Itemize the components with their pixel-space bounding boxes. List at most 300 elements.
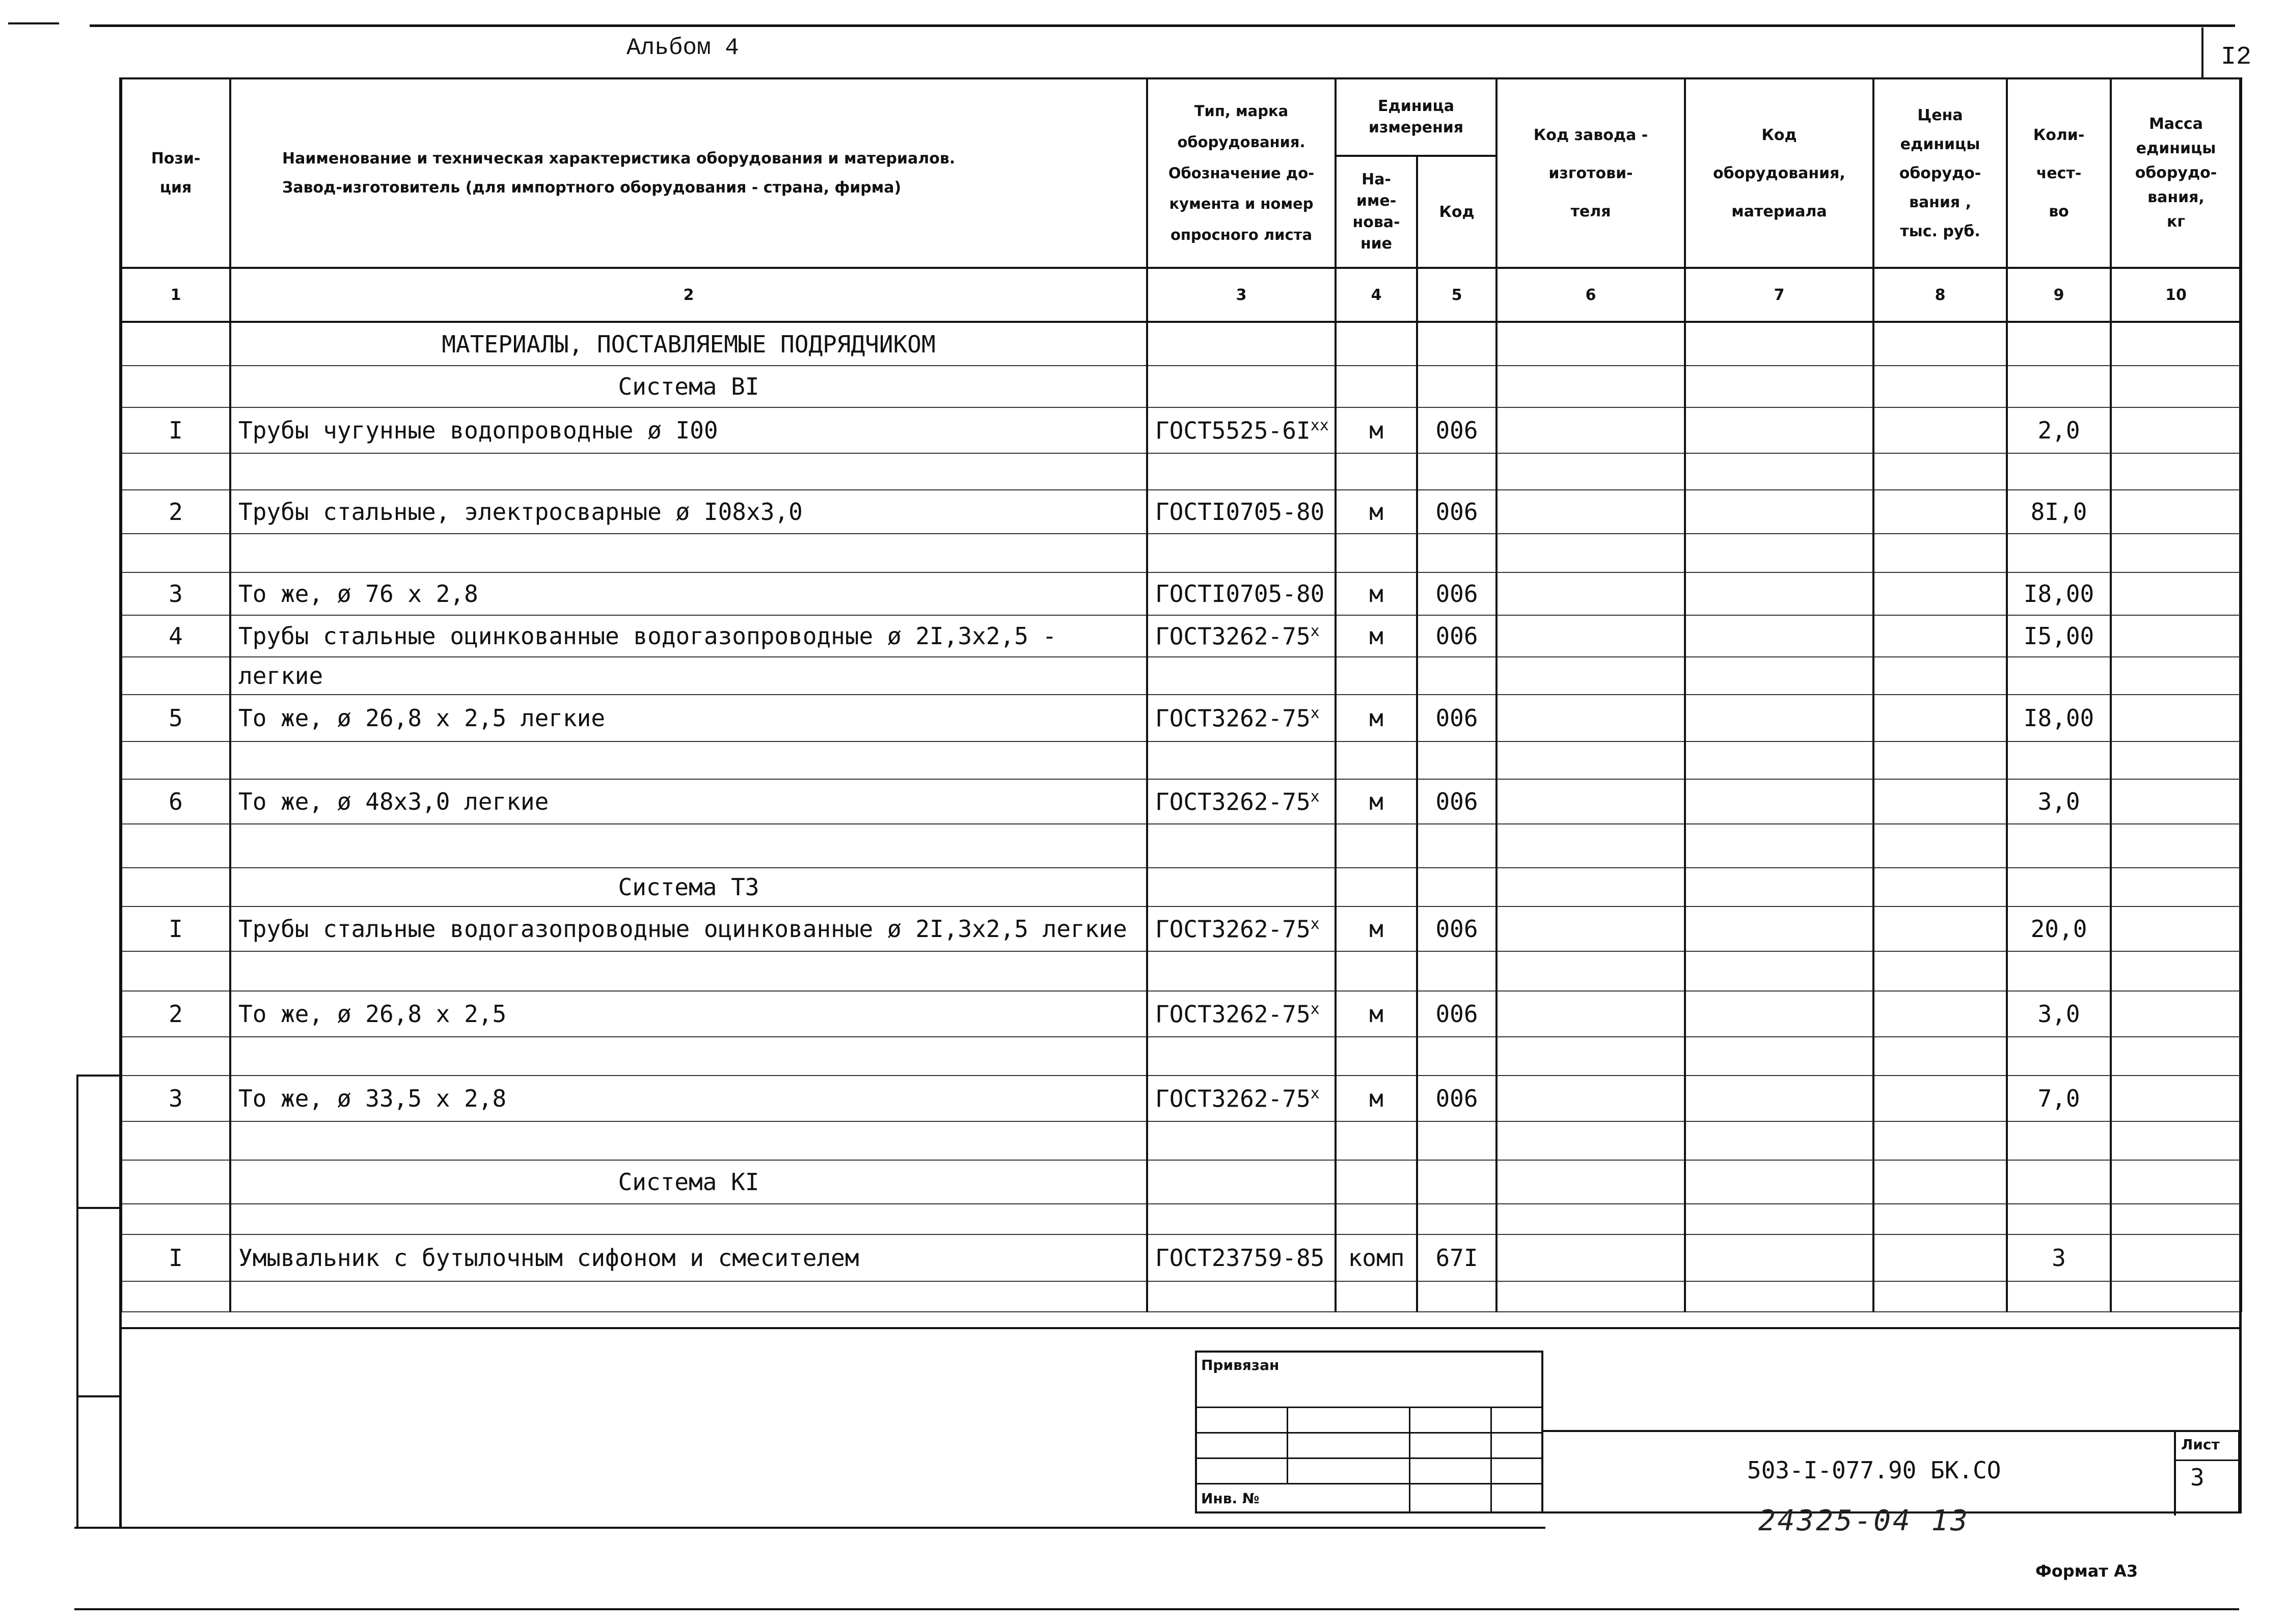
album-title: Альбом 4 <box>627 35 739 61</box>
empty-cell <box>1417 534 1496 572</box>
unit-code-cell: 006 <box>1417 1076 1496 1121</box>
position-cell: 3 <box>121 1076 230 1121</box>
unit-name-cell: м <box>1336 572 1417 615</box>
table-row <box>121 572 2241 615</box>
top-border-line <box>90 24 2235 27</box>
mass-cell <box>2111 991 2241 1037</box>
stamp-top-line <box>120 1327 2240 1329</box>
name-cell: То же, ø 48x3,0 легкие <box>230 779 1147 824</box>
position-cell: I <box>121 407 230 453</box>
empty-cell <box>1417 453 1496 490</box>
empty-cell <box>1336 1160 1417 1204</box>
empty-cell <box>1496 741 1685 779</box>
name-cell: То же, ø 26,8 x 2,5 легкие <box>230 695 1147 741</box>
document-code: 503-I-077.90 БК.СО <box>1747 1456 2001 1484</box>
table-row <box>121 991 2241 1037</box>
binding-strip-mid2 <box>76 1395 120 1397</box>
empty-cell <box>1417 741 1496 779</box>
empty-cell <box>1147 366 1336 407</box>
mass-cell <box>2111 615 2241 657</box>
name-cell: То же, ø 26,8 x 2,5 <box>230 991 1147 1037</box>
unit-code-cell: 67I <box>1417 1234 1496 1281</box>
table-row <box>121 615 2241 657</box>
table-row <box>121 779 2241 824</box>
empty-cell <box>1496 1160 1685 1204</box>
factory-code-cell <box>1496 1076 1685 1121</box>
document-superscript: x <box>1310 704 1320 722</box>
document-cell <box>1147 572 1336 615</box>
col-num: 8 <box>1873 268 2007 322</box>
empty-cell <box>2111 824 2241 868</box>
empty-cell <box>1685 741 1873 779</box>
table-row <box>121 534 2241 572</box>
empty-cell <box>230 453 1147 490</box>
empty-cell <box>2007 322 2111 366</box>
empty-cell <box>1873 1204 2007 1234</box>
empty-cell <box>1685 1160 1873 1204</box>
empty-cell <box>1685 1121 1873 1160</box>
empty-cell <box>1873 951 2007 991</box>
mass-cell <box>2111 906 2241 951</box>
table-row <box>121 490 2241 534</box>
empty-cell <box>121 453 230 490</box>
unit-name-cell: м <box>1336 906 1417 951</box>
empty-cell <box>1417 366 1496 407</box>
empty-cell <box>2111 366 2241 407</box>
empty-cell <box>1496 1121 1685 1160</box>
empty-cell <box>1873 1121 2007 1160</box>
document-superscript: x <box>1310 1000 1320 1018</box>
empty-cell <box>1417 951 1496 991</box>
name-cell: То же, ø 76 x 2,8 <box>230 572 1147 615</box>
empty-cell <box>1496 868 1685 906</box>
empty-cell <box>1685 951 1873 991</box>
empty-cell <box>1147 453 1336 490</box>
factory-code-cell <box>1496 991 1685 1037</box>
unit-name-cell: м <box>1336 991 1417 1037</box>
empty-cell <box>1873 366 2007 407</box>
empty-cell <box>1417 868 1496 906</box>
empty-cell <box>1147 868 1336 906</box>
empty-cell <box>1496 534 1685 572</box>
empty-cell <box>230 1121 1147 1160</box>
empty-cell <box>1147 534 1336 572</box>
document-cell <box>1147 991 1336 1037</box>
empty-cell <box>1147 1204 1336 1234</box>
empty-cell <box>2007 1204 2111 1234</box>
document-code: ГОСТI0705-80 <box>1155 498 1325 526</box>
position-cell: 2 <box>121 490 230 534</box>
unit-name-cell: м <box>1336 779 1417 824</box>
mass-cell <box>2111 490 2241 534</box>
empty-cell <box>1685 366 1873 407</box>
mass-cell <box>2111 1234 2241 1281</box>
table-row <box>121 657 2241 695</box>
document-cell <box>1147 695 1336 741</box>
unit-code-cell: 006 <box>1417 407 1496 453</box>
unit-code-cell: 006 <box>1417 615 1496 657</box>
header-row <box>121 78 2241 156</box>
empty-cell <box>230 824 1147 868</box>
empty-cell <box>1336 657 1417 695</box>
empty-cell <box>2007 824 2111 868</box>
empty-cell <box>1417 1037 1496 1076</box>
price-cell <box>1873 991 2007 1037</box>
table-row <box>121 453 2241 490</box>
empty-cell <box>1147 824 1336 868</box>
price-cell <box>1873 906 2007 951</box>
empty-cell <box>230 1204 1147 1234</box>
empty-cell <box>1336 322 1417 366</box>
document-code: ГОСТ3262-75 <box>1155 1000 1311 1028</box>
empty-cell <box>1336 1204 1417 1234</box>
document-code: ГОСТI0705-80 <box>1155 580 1325 608</box>
quantity-cell: 2,0 <box>2007 407 2111 453</box>
empty-cell <box>2007 1037 2111 1076</box>
unit-name-cell: м <box>1336 695 1417 741</box>
document-cell <box>1147 407 1336 453</box>
empty-cell <box>121 1204 230 1234</box>
unit-name-cell: м <box>1336 407 1417 453</box>
inventory-number-label: Инв. № <box>1201 1490 1260 1507</box>
attached-label: Привязан <box>1201 1357 1280 1373</box>
document-code: ГОСТ3262-75 <box>1155 915 1311 943</box>
empty-cell <box>1417 322 1496 366</box>
table-row <box>121 951 2241 991</box>
binding-strip-vertical <box>76 1075 78 1528</box>
quantity-cell: I5,00 <box>2007 615 2111 657</box>
document-superscript: x <box>1310 622 1320 640</box>
col-num: 1 <box>121 268 230 322</box>
empty-cell <box>1873 534 2007 572</box>
quantity-cell: I8,00 <box>2007 572 2111 615</box>
col-num: 4 <box>1336 268 1417 322</box>
quantity-cell: 3 <box>2007 1234 2111 1281</box>
sheet-number: 3 <box>2190 1464 2205 1491</box>
unit-code-cell: 006 <box>1417 572 1496 615</box>
document-cell <box>1147 490 1336 534</box>
document-code-box <box>1543 1430 2240 1513</box>
col-num: 2 <box>230 268 1147 322</box>
factory-code-cell <box>1496 906 1685 951</box>
section-title: МАТЕРИАЛЫ, ПОСТАВЛЯЕМЫЕ ПОДРЯДЧИКОМ <box>230 322 1147 366</box>
empty-cell <box>1496 951 1685 991</box>
empty-cell <box>1873 824 2007 868</box>
factory-code-cell <box>1496 407 1685 453</box>
material-code-cell <box>1685 1234 1873 1281</box>
price-cell <box>1873 407 2007 453</box>
table-row <box>121 1281 2241 1312</box>
empty-cell <box>1336 868 1417 906</box>
table-row <box>121 366 2241 407</box>
empty-cell <box>1685 1204 1873 1234</box>
empty-cell <box>1873 453 2007 490</box>
top-left-mark <box>8 22 59 24</box>
document-code: ГОСТ5525-6I <box>1155 417 1311 445</box>
bottom-border-line <box>74 1608 2239 1610</box>
empty-cell <box>1336 824 1417 868</box>
price-cell <box>1873 572 2007 615</box>
name-cell: Трубы чугунные водопроводные ø I00 <box>230 407 1147 453</box>
material-code-cell <box>1685 991 1873 1037</box>
table-row <box>121 1037 2241 1076</box>
table-row <box>121 741 2241 779</box>
unit-code-cell: 006 <box>1417 779 1496 824</box>
table-row <box>121 1234 2241 1281</box>
empty-cell <box>2007 657 2111 695</box>
empty-cell <box>1685 453 1873 490</box>
empty-cell <box>1496 1281 1685 1312</box>
empty-cell <box>1496 366 1685 407</box>
name-cell: Трубы стальные, электросварные ø I08x3,0 <box>230 490 1147 534</box>
col-10-title: Масса единицы оборудо- вания, кг <box>2111 78 2241 268</box>
quantity-cell: I8,00 <box>2007 695 2111 741</box>
position-cell <box>121 1160 230 1204</box>
empty-cell <box>1147 1037 1336 1076</box>
material-code-cell <box>1685 572 1873 615</box>
document-superscript: x <box>1310 915 1320 933</box>
empty-cell <box>1147 657 1336 695</box>
unit-name-cell: комп <box>1336 1234 1417 1281</box>
col-num: 9 <box>2007 268 2111 322</box>
table-row <box>121 868 2241 906</box>
factory-code-cell <box>1496 779 1685 824</box>
empty-cell <box>1873 868 2007 906</box>
material-code-cell <box>1685 615 1873 657</box>
material-code-cell <box>1685 695 1873 741</box>
empty-cell <box>2111 1037 2241 1076</box>
position-cell: I <box>121 1234 230 1281</box>
empty-cell <box>2111 1281 2241 1312</box>
factory-code-cell <box>1496 572 1685 615</box>
document-superscript: x <box>1310 1084 1320 1103</box>
empty-cell <box>2111 322 2241 366</box>
document-code: ГОСТ23759-85 <box>1155 1244 1325 1272</box>
price-cell <box>1873 490 2007 534</box>
document-cell <box>1147 906 1336 951</box>
document-superscript: xx <box>1310 416 1329 434</box>
price-cell <box>1873 615 2007 657</box>
empty-cell <box>230 951 1147 991</box>
table-row <box>121 1204 2241 1234</box>
material-code-cell <box>1685 906 1873 951</box>
unit-code-cell: 006 <box>1417 906 1496 951</box>
empty-cell <box>2111 534 2241 572</box>
position-cell: I <box>121 906 230 951</box>
archive-number: 24325-04 13 <box>1758 1504 1970 1537</box>
table-row <box>121 824 2241 868</box>
quantity-cell: 3,0 <box>2007 779 2111 824</box>
empty-cell <box>2111 453 2241 490</box>
position-cell: 3 <box>121 572 230 615</box>
empty-cell <box>1336 1037 1417 1076</box>
empty-cell <box>1685 322 1873 366</box>
price-cell <box>1873 1234 2007 1281</box>
empty-cell <box>2007 1160 2111 1204</box>
section-title: Система BI <box>230 366 1147 407</box>
empty-cell <box>2111 951 2241 991</box>
empty-cell <box>121 741 230 779</box>
binding-strip-top <box>76 1075 120 1077</box>
empty-cell <box>121 534 230 572</box>
col-num: 10 <box>2111 268 2241 322</box>
empty-cell <box>1873 1160 2007 1204</box>
price-cell <box>1873 1076 2007 1121</box>
position-cell: 2 <box>121 991 230 1037</box>
material-code-cell <box>1685 779 1873 824</box>
empty-cell <box>1417 657 1496 695</box>
price-cell <box>1873 695 2007 741</box>
document-code: ГОСТ3262-75 <box>1155 704 1311 732</box>
empty-cell <box>230 1037 1147 1076</box>
attachment-stamp <box>1195 1351 1543 1513</box>
empty-cell <box>230 534 1147 572</box>
empty-cell <box>2111 868 2241 906</box>
position-cell <box>121 366 230 407</box>
col-num: 6 <box>1496 268 1685 322</box>
empty-cell <box>2007 741 2111 779</box>
empty-cell <box>1496 322 1685 366</box>
empty-cell <box>1873 657 2007 695</box>
col-num: 5 <box>1417 268 1496 322</box>
empty-cell <box>2007 1281 2111 1312</box>
unit-code-cell: 006 <box>1417 695 1496 741</box>
position-cell: 4 <box>121 615 230 657</box>
empty-cell <box>1685 1281 1873 1312</box>
mass-cell <box>2111 779 2241 824</box>
empty-cell <box>1336 1281 1417 1312</box>
unit-code-cell: 006 <box>1417 490 1496 534</box>
empty-cell <box>230 1281 1147 1312</box>
empty-cell <box>1336 741 1417 779</box>
section-title: Система ТЗ <box>230 868 1147 906</box>
empty-cell <box>1147 951 1336 991</box>
empty-cell <box>1685 657 1873 695</box>
table-row <box>121 407 2241 453</box>
empty-cell <box>2007 868 2111 906</box>
format-label: Формат А3 <box>2035 1561 2138 1581</box>
name-cell: То же, ø 33,5 x 2,8 <box>230 1076 1147 1121</box>
frame-bottom <box>119 1527 1545 1529</box>
position-cell <box>121 868 230 906</box>
corner-box-left <box>2201 27 2203 79</box>
empty-cell <box>2111 1121 2241 1160</box>
empty-cell <box>1873 322 2007 366</box>
col-3-title: Тип, марка оборудования. Обозначение до- кумента и номер опросного листа <box>1147 78 1336 268</box>
mass-cell <box>2111 572 2241 615</box>
empty-cell <box>1685 824 1873 868</box>
empty-cell <box>1336 951 1417 991</box>
empty-cell <box>121 951 230 991</box>
col-5-title: Код <box>1417 156 1496 268</box>
empty-cell <box>2007 453 2111 490</box>
specification-table <box>120 77 2242 1312</box>
empty-cell <box>2007 951 2111 991</box>
sheet-label: Лист <box>2181 1436 2220 1453</box>
empty-cell <box>1496 657 1685 695</box>
empty-cell <box>1336 534 1417 572</box>
factory-code-cell <box>1496 695 1685 741</box>
table-row <box>121 322 2241 366</box>
empty-cell <box>1873 741 2007 779</box>
empty-cell <box>121 1037 230 1076</box>
column-number-row <box>121 268 2241 322</box>
unit-group-title: Единица измерения <box>1336 78 1496 156</box>
col-num: 7 <box>1685 268 1873 322</box>
position-cell <box>121 657 230 695</box>
document-cell <box>1147 1234 1336 1281</box>
unit-code-cell: 006 <box>1417 991 1496 1037</box>
binding-strip-bottom <box>74 1527 120 1529</box>
document-code: ГОСТ3262-75 <box>1155 622 1311 650</box>
mass-cell <box>2111 1076 2241 1121</box>
col-8-title: Цена единицы оборудо- вания , тыс. руб. <box>1873 78 2007 268</box>
empty-cell <box>1685 868 1873 906</box>
col-1-title: Пози- ция <box>121 78 230 268</box>
col-6-title: Код завода - изготови- теля <box>1496 78 1685 268</box>
document-code: ГОСТ3262-75 <box>1155 788 1311 816</box>
empty-cell <box>121 1281 230 1312</box>
col-9-title: Коли- чест- во <box>2007 78 2111 268</box>
position-cell: 6 <box>121 779 230 824</box>
empty-cell <box>1147 1160 1336 1204</box>
empty-cell <box>121 1121 230 1160</box>
empty-cell <box>2007 1121 2111 1160</box>
name-continuation-cell: легкие <box>230 657 1147 695</box>
document-cell <box>1147 615 1336 657</box>
table-row <box>121 906 2241 951</box>
empty-cell <box>1336 1121 1417 1160</box>
quantity-cell: 20,0 <box>2007 906 2111 951</box>
empty-cell <box>230 741 1147 779</box>
section-title: Система KI <box>230 1160 1147 1204</box>
empty-cell <box>1496 1037 1685 1076</box>
empty-cell <box>2007 366 2111 407</box>
table-row <box>121 1160 2241 1204</box>
factory-code-cell <box>1496 615 1685 657</box>
factory-code-cell <box>1496 1234 1685 1281</box>
empty-cell <box>2111 657 2241 695</box>
empty-cell <box>2111 741 2241 779</box>
quantity-cell: 3,0 <box>2007 991 2111 1037</box>
quantity-cell: 7,0 <box>2007 1076 2111 1121</box>
material-code-cell <box>1685 1076 1873 1121</box>
empty-cell <box>1417 1121 1496 1160</box>
empty-cell <box>1147 1121 1336 1160</box>
table-row <box>121 1076 2241 1121</box>
empty-cell <box>2111 1204 2241 1234</box>
position-cell: 5 <box>121 695 230 741</box>
document-code: ГОСТ3262-75 <box>1155 1085 1311 1113</box>
empty-cell <box>1147 322 1336 366</box>
document-cell <box>1147 779 1336 824</box>
empty-cell <box>1496 1204 1685 1234</box>
empty-cell <box>1336 366 1417 407</box>
specification-body <box>121 322 2241 1312</box>
empty-cell <box>1685 534 1873 572</box>
factory-code-cell <box>1496 490 1685 534</box>
col-2-title: Наименование и техническая характеристика оборудования и материалов. Завод-изготовитель (для импортного оборудования - страна, фирма) <box>230 78 1147 268</box>
empty-cell <box>1147 1281 1336 1312</box>
material-code-cell <box>1685 407 1873 453</box>
document-cell <box>1147 1076 1336 1121</box>
empty-cell <box>1147 741 1336 779</box>
unit-name-cell: м <box>1336 490 1417 534</box>
empty-cell <box>1873 1281 2007 1312</box>
table-row <box>121 695 2241 741</box>
empty-cell <box>1336 453 1417 490</box>
price-cell <box>1873 779 2007 824</box>
